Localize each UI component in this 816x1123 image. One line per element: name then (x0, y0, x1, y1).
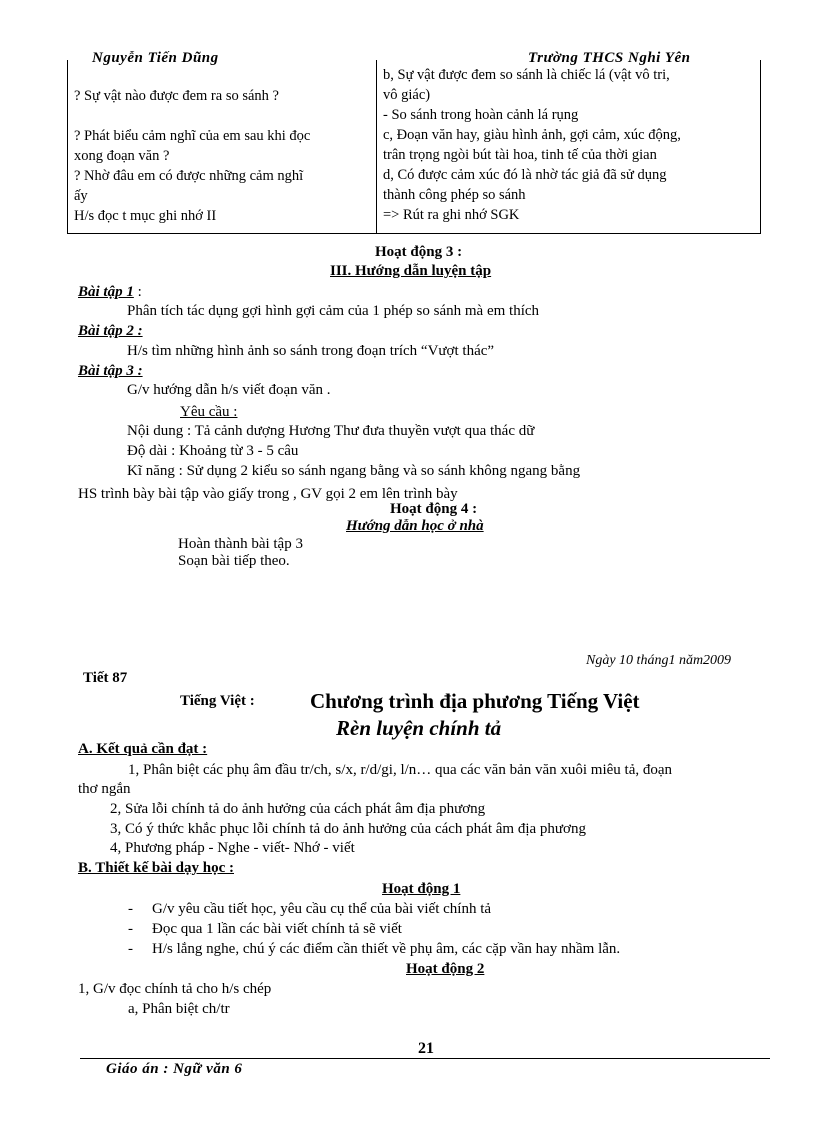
table-right-line: c, Đoạn văn hay, giàu hình ảnh, gợi cảm, xúc động, (383, 127, 681, 143)
table-right-line: - So sánh trong hoàn cảnh lá rụng (383, 107, 579, 123)
section-b-bullet: H/s lắng nghe, chú ý các điểm cần thiết về phụ âm, các cặp vần hay nhầm lẫn. (152, 941, 621, 957)
section-a-item: 1, Phân biệt các phụ âm đầu tr/ch, s/x, r/d/gi, l/n… qua các văn bản văn xuôi miêu tả, đoạn (128, 762, 673, 778)
lesson-date: Ngày 10 tháng1 năm2009 (586, 653, 732, 668)
bullet-dash: - (128, 901, 133, 917)
exercise2-label: Bài tập 2 : (78, 323, 143, 339)
homework-line: Soạn bài tiếp theo. (178, 553, 290, 569)
table-right-line: vô giác) (383, 87, 431, 103)
exercise1-row (78, 284, 142, 301)
requirement-content: Nội dung : Tả cảnh dượng Hương Thư đưa thuyền vượt qua thác dữ (127, 423, 535, 439)
exercise3-label: Bài tập 3 : (78, 363, 143, 379)
requirements-label: Yêu cầu : (180, 404, 238, 420)
homework-line: Hoàn thành bài tập 3 (178, 536, 303, 552)
page-number: 21 (418, 1040, 434, 1057)
section-a-item: 3, Có ý thức khắc phục lỗi chính tả do ảnh hưởng của cách phát âm địa phương (110, 821, 586, 837)
footer-rule (80, 1058, 770, 1059)
table-right-line: => Rút ra ghi nhớ SGK (383, 207, 520, 223)
footer-label: Giáo án : Ngữ văn 6 (106, 1061, 243, 1077)
school-name: Trường THCS Nghi Yên (528, 50, 691, 66)
table-left-line: H/s đọc t mục ghi nhớ II (74, 208, 217, 224)
requirement-length: Độ dài : Khoảng từ 3 - 5 câu (127, 443, 299, 459)
presentation-note: HS trình bày bài tập vào giấy trong , GV gọi 2 em lên trình bày (78, 486, 458, 502)
table-left-line: ? Phát biểu cảm nghĩ của em sau khi đọc (74, 128, 311, 144)
section-b-line: 1, G/v đọc chính tả cho h/s chép (78, 981, 272, 997)
exercise1-label: Bài tập 1 (78, 284, 134, 300)
lesson-table (67, 60, 761, 234)
exercise1-text: Phân tích tác dụng gợi hình gợi cảm của 1 phép so sánh mà em thích (127, 303, 540, 319)
activity1-heading: Hoạt động 1 (382, 881, 461, 897)
table-right-line: trân trọng ngòi bút tài hoa, tinh tế của thời gian (383, 147, 657, 163)
section-a-item: 4, Phương pháp - Nghe - viết- Nhớ - viết (110, 840, 355, 856)
activity3-heading: Hoạt động 3 : (375, 244, 463, 260)
table-left-line: ấy (74, 188, 88, 204)
table-left-line: xong đoạn văn ? (74, 148, 170, 164)
table-right-line: thành công phép so sánh (383, 187, 526, 203)
table-left-line: ? Sự vật nào được đem ra so sánh ? (74, 88, 279, 104)
activity3-subheading: III. Hướng dẫn luyện tập (330, 263, 492, 279)
section-a-item: thơ ngắn (78, 781, 131, 797)
section-b-heading: B. Thiết kế bài dạy học : (78, 860, 234, 876)
exercise2-text: H/s tìm những hình ảnh so sánh trong đoạn trích “Vượt thác” (127, 343, 495, 359)
activity2-heading: Hoạt động 2 (406, 961, 485, 977)
section-b-bullet: Đọc qua 1 lần các bài viết chính tả sẽ viết (152, 921, 402, 937)
section-b-line: a, Phân biệt ch/tr (128, 1001, 230, 1017)
activity4-subheading: Hướng dẫn học ở nhà (346, 518, 484, 534)
section-a-heading: A. Kết quả cần đạt : (78, 741, 208, 757)
exercise3-text: G/v hướng dẫn h/s viết đoạn văn . (127, 382, 331, 398)
bullet-dash: - (128, 941, 133, 957)
lesson-period: Tiết 87 (83, 670, 128, 686)
lesson-title: Chương trình địa phương Tiếng Việt (310, 689, 640, 713)
table-left-cell (68, 60, 377, 234)
table-left-line (74, 106, 370, 126)
activity4-heading: Hoạt động 4 : (390, 501, 478, 517)
lesson-subtitle: Rèn luyện chính tả (336, 716, 502, 740)
bullet-dash: - (128, 921, 133, 937)
exercise1-colon: : (133, 284, 142, 300)
table-right-cell (377, 60, 761, 234)
table-right-line: d, Có được cảm xúc đó là nhờ tác giả đã sử dụng (383, 167, 667, 183)
section-b-bullet: G/v yêu cầu tiết học, yêu cầu cụ thể của bài viết chính tả (152, 901, 492, 917)
table-left-line: ? Nhờ đâu em có được những cảm nghĩ (74, 168, 304, 184)
section-a-item: 2, Sửa lỗi chính tả do ảnh hưởng của cách phát âm địa phương (110, 801, 486, 817)
author-name: Nguyễn Tiến Dũng (92, 50, 219, 66)
requirement-skill: Kĩ năng : Sử dụng 2 kiểu so sánh ngang bằng và so sánh không ngang bằng (127, 463, 581, 479)
lesson-subject: Tiếng Việt : (180, 693, 255, 709)
table-right-line: b, Sự vật được đem so sánh là chiếc lá (vật vô tri, (383, 67, 670, 83)
